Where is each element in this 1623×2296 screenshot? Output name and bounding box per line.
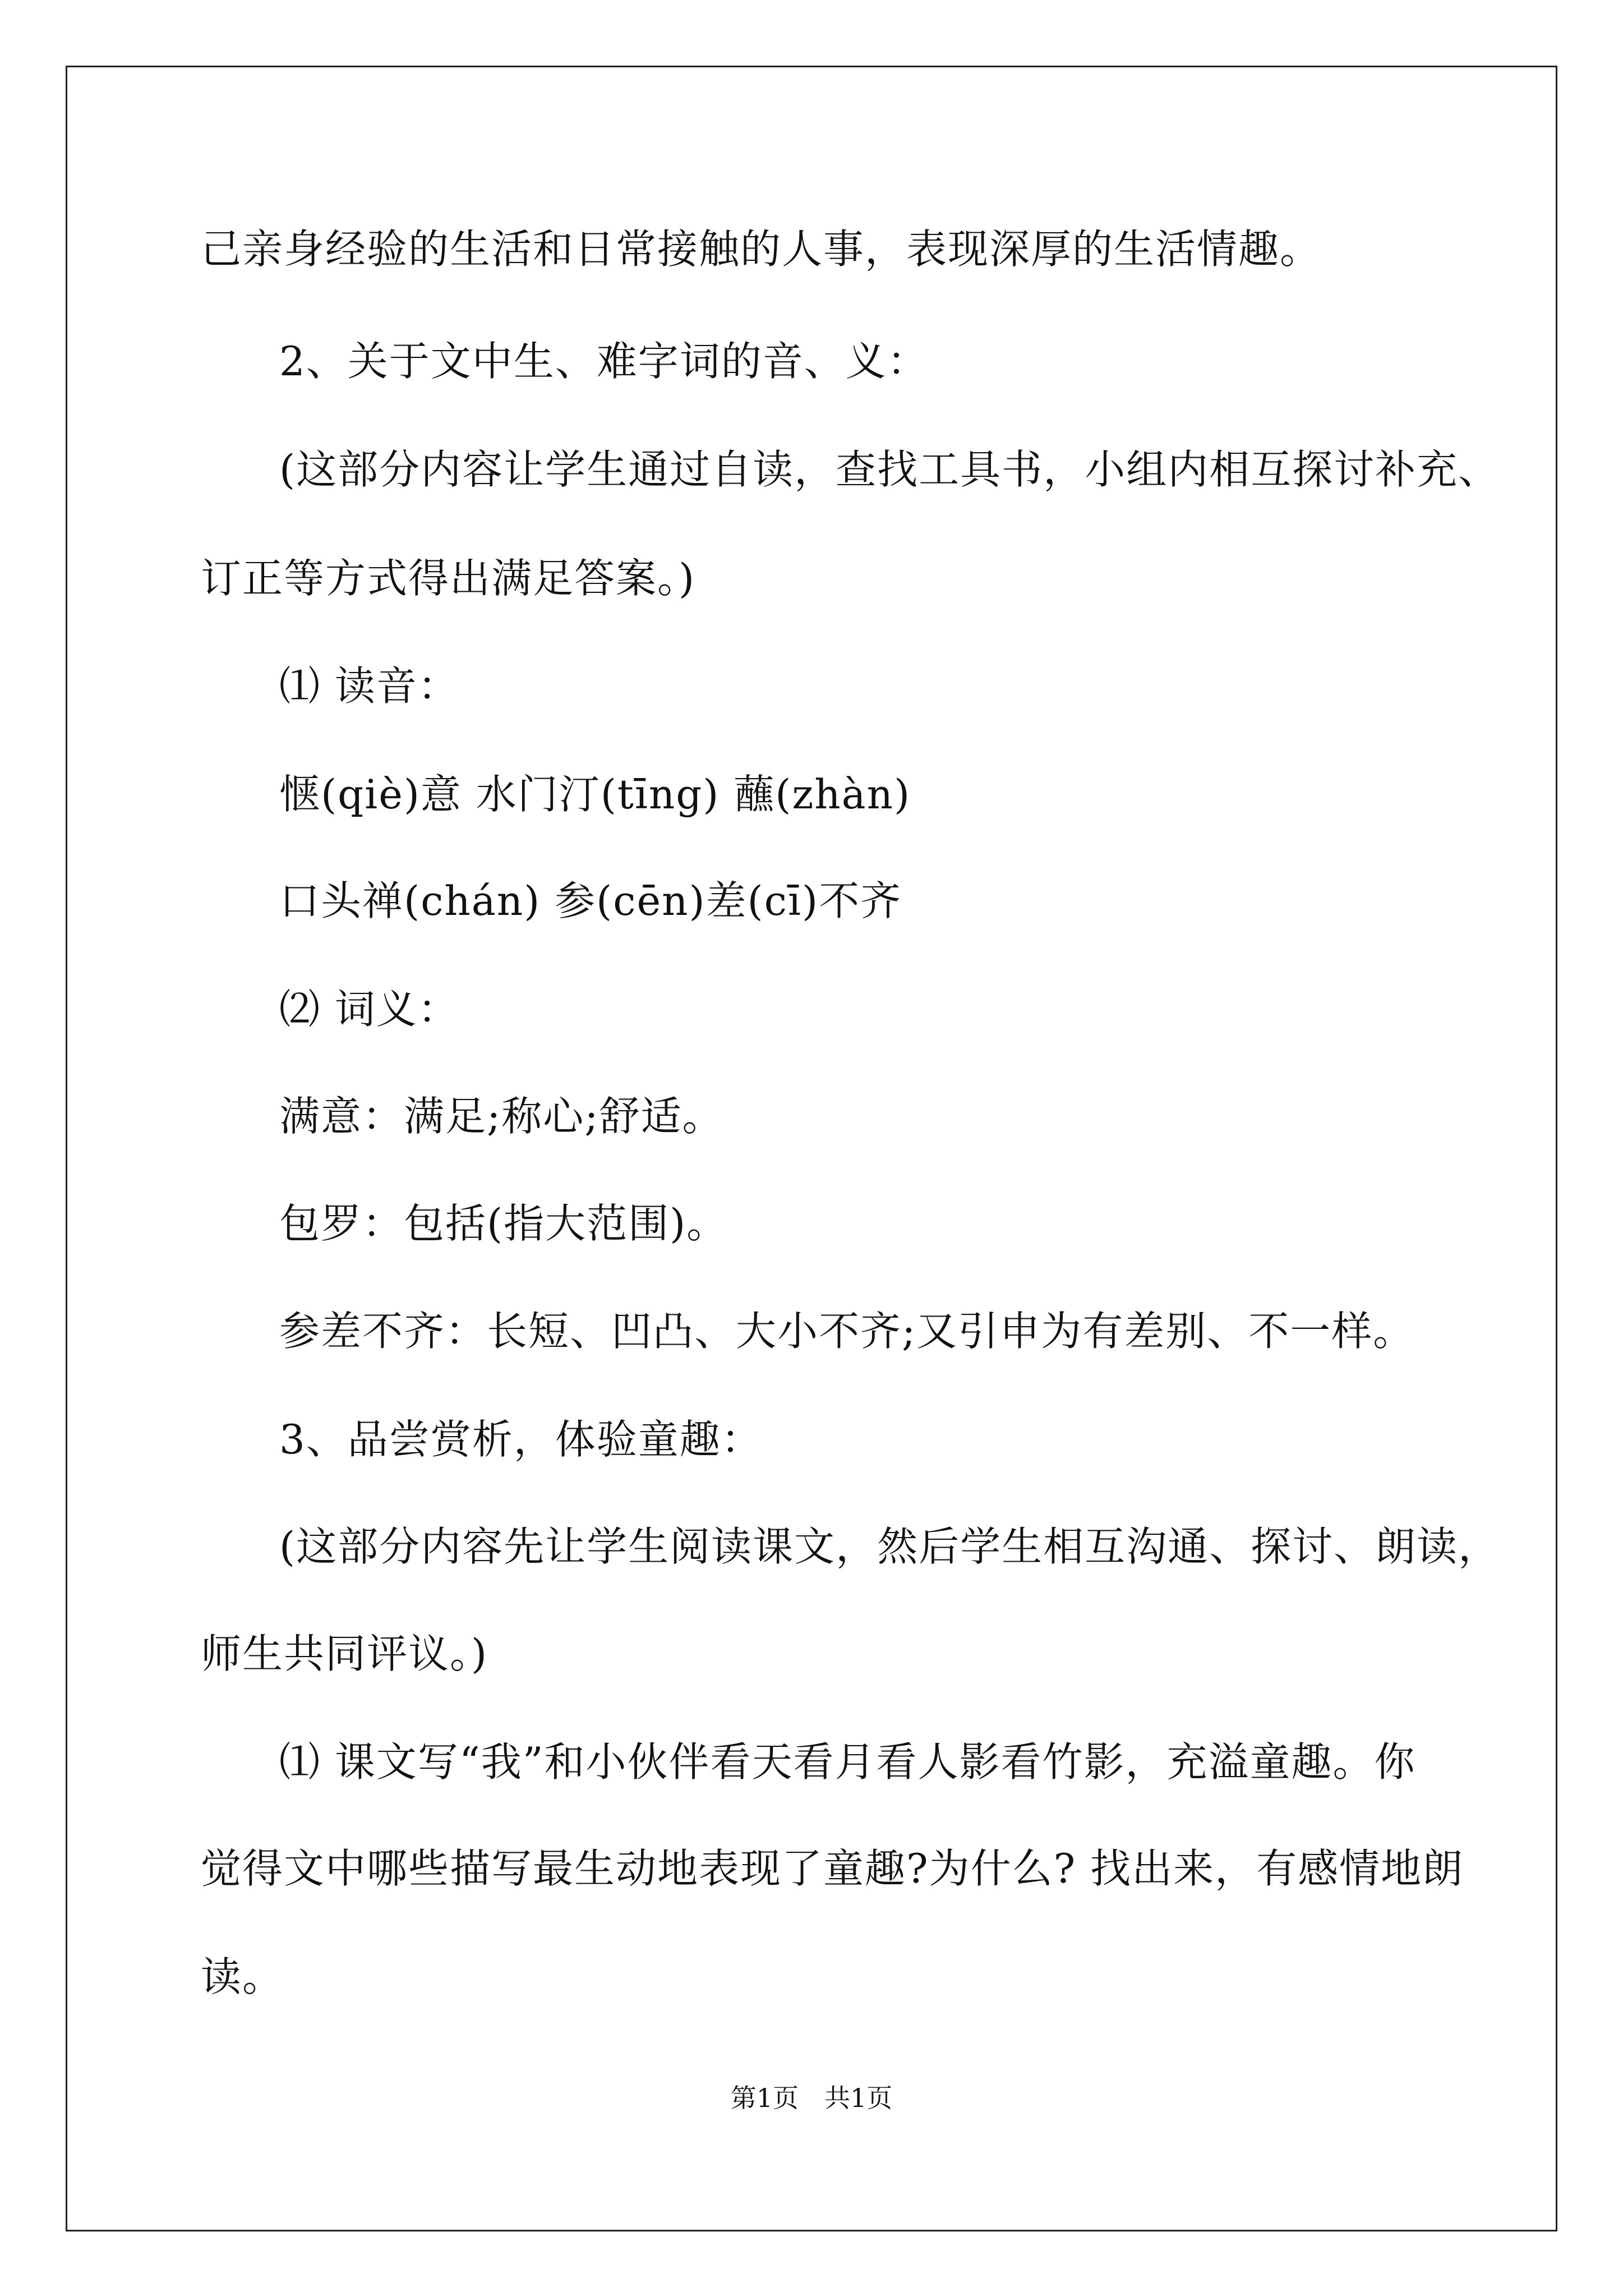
page-border [66, 66, 1557, 2231]
text-line: 惬(qiè)意 水门汀(tīng) 蘸(zhàn) [279, 771, 911, 818]
text-line: 读。 [201, 1953, 284, 2000]
page-number: 第1页 [730, 2083, 799, 2113]
section-heading: 3、品尝赏析，体验童趣： [279, 1416, 763, 1463]
text-line: (这部分内容先让学生阅读课文，然后学生相互沟通、探讨、朗读， [279, 1523, 1500, 1570]
text-line: 满意：满足;称心;舒适。 [279, 1093, 724, 1140]
text-line: 订正等方式得出满足答案。) [201, 555, 696, 602]
text-line: 口头禅(chán) 参(cēn)差(cī)不齐 [279, 877, 902, 924]
subheading: ⑵ 词义： [279, 986, 459, 1033]
subheading: ⑴ 读音： [279, 662, 459, 710]
text-line: 包罗：包括(指大范围)。 [279, 1200, 728, 1247]
text-line: 师生共同评议。) [201, 1630, 488, 1677]
text-line: 己亲身经验的生活和日常接触的人事，表现深厚的生活情趣。 [201, 226, 1322, 273]
text-line: 参差不齐：长短、凹凸、大小不齐;又引申为有差别、不一样。 [279, 1308, 1415, 1355]
page-total: 共1页 [824, 2083, 893, 2113]
text-line: ⑴ 课文写“我”和小伙伴看天看月看人影看竹影，充溢童趣。你 [279, 1738, 1416, 1786]
page-footer [0, 2085, 1623, 2111]
text-line: 觉得文中哪些描写最生动地表现了童趣?为什么? 找出来，有感情地朗 [201, 1845, 1464, 1892]
section-heading: 2、关于文中生、难字词的音、义： [279, 338, 929, 385]
text-line: (这部分内容让学生通过自读，查找工具书，小组内相互探讨补充、 [279, 446, 1500, 493]
